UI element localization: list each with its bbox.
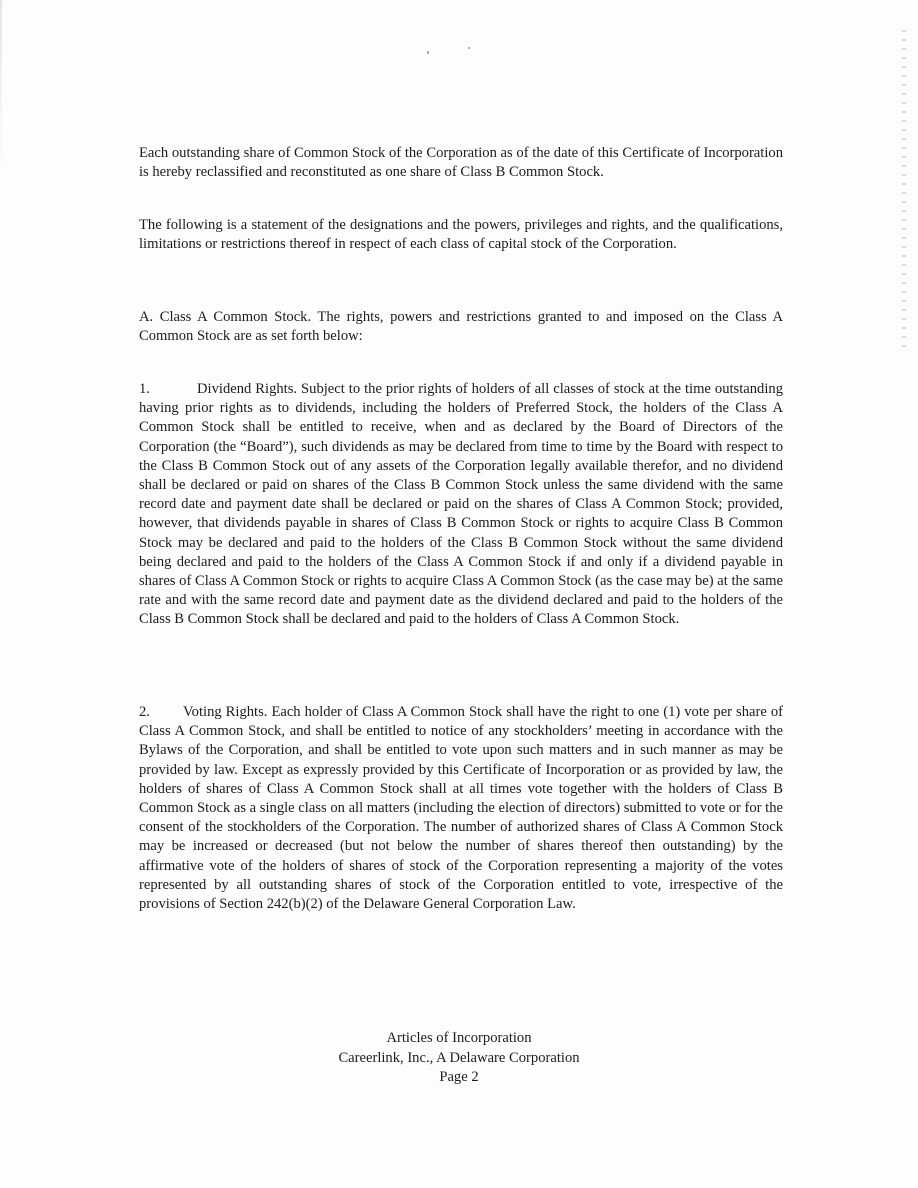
class-a-intro-paragraph: A. Class A Common Stock. The rights, powers and restrictions granted to and imposed on the Class A Common Stock are as set forth below: bbox=[139, 309, 783, 345]
scan-edge-speckle bbox=[902, 30, 906, 350]
scan-dot bbox=[468, 47, 470, 49]
voting-rights-section bbox=[139, 703, 783, 914]
dividend-rights-section bbox=[139, 380, 783, 630]
dividend-section-number: 1. bbox=[139, 381, 150, 397]
footer-company-name: Careerlink, Inc., A Delaware Corporation bbox=[338, 1049, 580, 1066]
page-footer bbox=[0, 1029, 918, 1088]
voting-section-number: 2. bbox=[139, 704, 150, 720]
voting-rights-text: Voting Rights. Each holder of Class A Common Stock shall have the right to one (1) vote per share of Class A Common Stock, and shall be entitled to notice of any stockholders’ meeting in accordance with the Bylaws of the Corporation, and shall be entitled to vote upon such matters and in such manner as may be provided by law. Except as expressly provided by this Certificate of Incorporation or as provided by law, the holders of shares of Class A Common Stock shall at all times vote together with the holders of Class B Common Stock as a single class on all matters (including the election of directors) submitted to vote or for the consent of the stockholders of the Corporation. The number of authorized shares of Class A Common Stock may be increased or decreased (but not below the number of shares thereof then outstanding) by the affirmative vote of the holders of shares of stock of the Corporation representing a majority of the votes represented by all outstanding shares of stock of the Corporation entitled to vote, irrespective of the provisions of Section 242(b)(2) of the Delaware General Corporation Law. bbox=[139, 704, 784, 913]
scan-dot bbox=[427, 51, 429, 54]
reclassification-paragraph: Each outstanding share of Common Stock of the Corporation as of the date of this Certificate of Incorporation is hereby reclassified and reconstituted as one share of Class B Common Stock. bbox=[139, 145, 783, 181]
scan-edge-shadow bbox=[0, 0, 2, 170]
statement-paragraph: The following is a statement of the designations and the powers, privileges and rights, and the qualifications, limitations or restrictions thereof in respect of each class of capital stock of the Corporation. bbox=[139, 217, 783, 253]
dividend-rights-text: Dividend Rights. Subject to the prior rights of holders of all classes of stock at the time outstanding having prior rights as to dividends, including the holders of Preferred Stock, the holders of the Class A Common Stock shall be entitled to receive, when and as declared by the Board of Directors of the Corporation (the “Board”), such dividends as may be declared from time to time by the Board with respect to the Class B Common Stock out of any assets of the Corporation legally available therefor, and no dividend shall be declared or paid on shares of the Class B Common Stock unless the same dividend with the same record date and payment date shall be declared or paid on the shares of Class A Common Stock; provided, however, that dividends payable in shares of Class B Common Stock or rights to acquire Class B Common Stock may be declared and paid to the holders of the Class B Common Stock without the same dividend being declared and paid to the holders of the Class A Common Stock if and only if a dividend payable in shares of Class A Common Stock or rights to acquire Class A Common Stock (as the case may be) at the same rate and with the same record date and payment date as the dividend declared and paid to the holders of the Class B Common Stock shall be declared and paid to the holders of Class A Common Stock. bbox=[139, 381, 783, 628]
footer-document-title: Articles of Incorporation bbox=[386, 1030, 532, 1046]
footer-page-number: Page 2 bbox=[439, 1069, 479, 1085]
